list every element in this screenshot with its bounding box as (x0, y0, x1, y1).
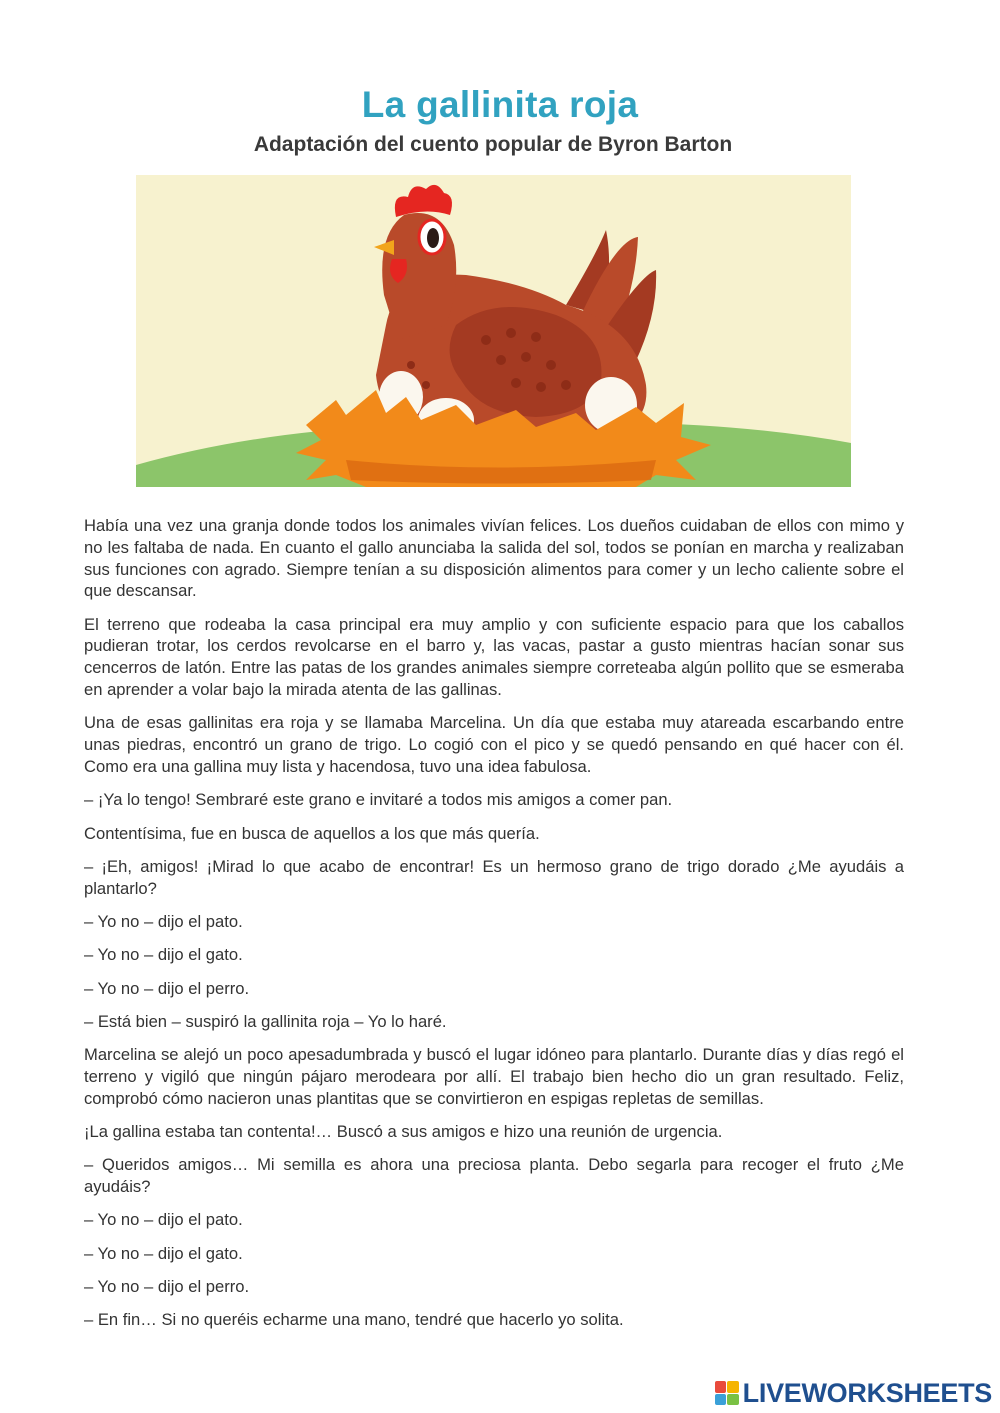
page-subtitle: Adaptación del cuento popular de Byron Barton (253, 133, 733, 156)
story-paragraph: El terreno que rodeaba la casa principal era muy amplio y con suficiente espacio para que los caballos pudieran trotar, los cerdos revolcarse en el barro y, las vacas, pastar a gusto mientras hacían sonar sus cencerros de latón. Entre las patas de los grandes animales siempre correteaba algún pollito que se esmeraba en aprender a volar bajo la mirada atenta de las gallinas. (84, 614, 904, 700)
story-paragraph: – Yo no – dijo el pato. (84, 911, 243, 931)
story-paragraph: ¡La gallina estaba tan contenta!… Buscó a sus amigos e hizo una reunión de urgencia. (84, 1122, 723, 1142)
liveworksheets-brand[interactable] (715, 1375, 992, 1411)
story-paragraph: – Yo no – dijo el perro. (84, 978, 250, 998)
story-paragraph: Había una vez una granja donde todos los animales vivían felices. Los dueños cuidaban de ellos con mimo y no les faltaba de nada. En cuanto el gallo anunciaba la salida del sol, todos se ponían en marcha y realizaban sus funciones con agrado. Siempre tenían a su disposición alimentos para comer y un lecho caliente sobre el que descansar. (84, 516, 904, 601)
hen-on-nest-illustration (136, 175, 851, 487)
logo-square-red (715, 1381, 727, 1393)
story-paragraph: – En fin… Si no queréis echarme una mano, tendré que hacerlo yo solita. (84, 1310, 624, 1330)
page-title: La gallinita roja (361, 84, 639, 125)
story-paragraph: – ¡Eh, amigos! ¡Mirad lo que acabo de encontrar! Es un hermoso grano de trigo dorado ¿Me ayudáis a plantarlo? (84, 856, 904, 898)
story-paragraph: Marcelina se alejó un poco apesadumbrada y buscó el lugar idóneo para plantarlo. Durante días y días regó el terreno y vigiló que ningún pájaro merodeara por allí. El trabajo bien hecho dio un gran resultado. Feliz, comprobó cómo nacieron unas plantitas que se convirtieron en espigas repletas de semillas. (84, 1045, 904, 1108)
story-paragraph: – Está bien – suspiró la gallinita roja – Yo lo haré. (84, 1011, 447, 1031)
story-text (84, 515, 904, 1343)
logo-square-green (727, 1394, 739, 1406)
story-paragraph: – Yo no – dijo el pato. (84, 1210, 243, 1230)
hen-eye-pupil (427, 228, 439, 248)
brand-name: LIVEWORKSHEETS (742, 1377, 992, 1408)
logo-square-blue (715, 1394, 727, 1406)
story-paragraph: – Yo no – dijo el perro. (84, 1277, 250, 1297)
story-paragraph: Contentísima, fue en busca de aquellos a los que más quería. (84, 823, 540, 843)
story-paragraph: – Yo no – dijo el gato. (84, 945, 243, 965)
liveworksheets-logo-icon (715, 1381, 739, 1405)
story-paragraph: – ¡Ya lo tengo! Sembraré este grano e invitaré a todos mis amigos a comer pan. (84, 790, 673, 810)
logo-square-yellow (727, 1381, 739, 1393)
story-paragraph: – Queridos amigos… Mi semilla es ahora una preciosa planta. Debo segarla para recoger el fruto ¿Me ayudáis? (84, 1155, 904, 1197)
story-paragraph: Una de esas gallinitas era roja y se llamaba Marcelina. Un día que estaba muy atareada escarbando entre unas piedras, encontró un grano de trigo. Lo cogió con el pico y se quedó pensando en qué hacer con él. Como era una gallina muy lista y hacendosa, tuvo una idea fabulosa. (84, 713, 904, 776)
story-paragraph: – Yo no – dijo el gato. (84, 1243, 243, 1263)
